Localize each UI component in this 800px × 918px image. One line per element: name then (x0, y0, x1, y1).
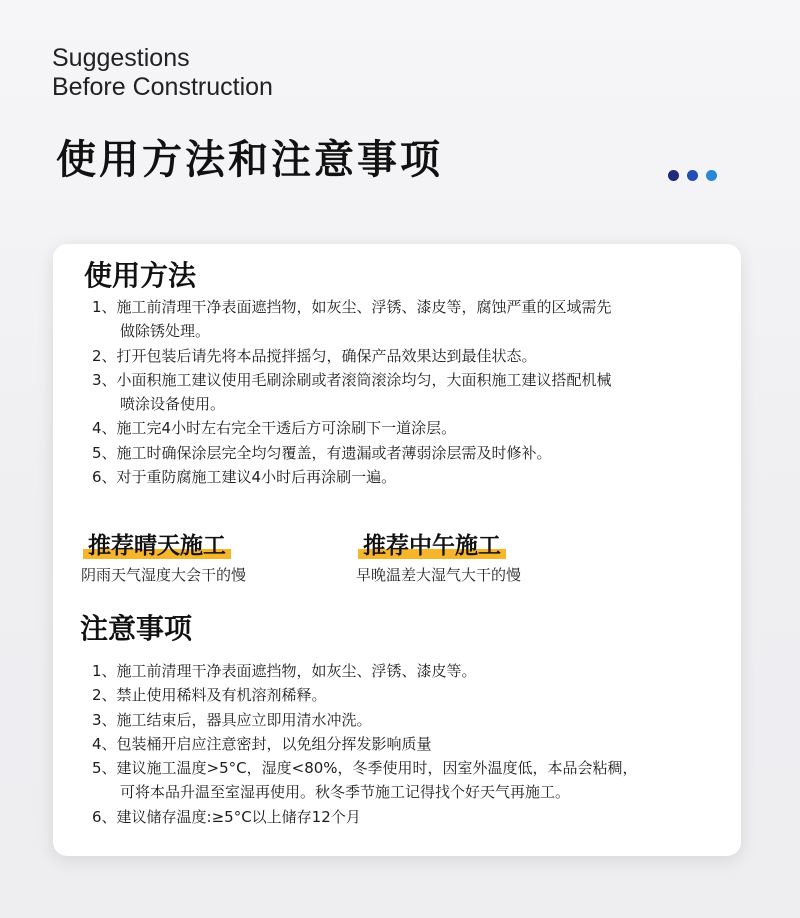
usage-list (92, 295, 612, 489)
sunny-tip-title: 推荐晴天施工 (88, 527, 226, 560)
list-item: 5、建议施工温度>5°C，湿度<80%，冬季使用时，因室外温度低，本品会粘稠， (92, 759, 638, 778)
dot-icon (687, 170, 698, 181)
english-heading (52, 44, 273, 102)
list-item-continuation: 做除锈处理。 (120, 322, 211, 341)
list-item-continuation: 喷涂设备使用。 (120, 395, 226, 414)
sunny-tip (81, 527, 247, 585)
noon-tip-title: 推荐中午施工 (363, 527, 501, 560)
english-heading-line1: Suggestions (52, 44, 190, 72)
noon-tip (356, 527, 522, 585)
list-item: 4、包装桶开启应注意密封，以免组分挥发影响质量 (92, 734, 432, 753)
dot-icon (668, 170, 679, 181)
list-item: 5、施工时确保涂层完全均匀覆盖，有遗漏或者薄弱涂层需及时修补。 (92, 443, 552, 462)
list-item: 2、禁止使用稀料及有机溶剂稀释。 (92, 686, 327, 705)
usage-section-title: 使用方法 (84, 259, 197, 292)
list-item: 6、对于重防腐施工建议4小时后再涂刷一遍。 (92, 468, 397, 487)
list-item: 3、施工结束后，器具应立即用清水冲洗。 (92, 710, 372, 729)
list-item: 3、小面积施工建议使用毛刷涂刷或者滚筒滚涂均匀，大面积施工建议搭配机械 (92, 370, 612, 389)
notes-list (92, 659, 638, 829)
list-item: 4、施工完4小时左右完全干透后方可涂刷下一道涂层。 (92, 419, 457, 438)
decorative-dots (668, 170, 717, 181)
page-title: 使用方法和注意事项 (56, 137, 443, 183)
dot-icon (706, 170, 717, 181)
sunny-tip-subtitle: 阴雨天气湿度大会干的慢 (81, 566, 247, 584)
list-item: 6、建议储存温度:≥5°C以上储存12个月 (92, 807, 361, 826)
list-item: 2、打开包装后请先将本品搅拌摇匀，确保产品效果达到最佳状态。 (92, 346, 537, 365)
noon-tip-subtitle: 早晚温差大湿气大干的慢 (356, 566, 522, 584)
list-item: 1、施工前清理干净表面遮挡物，如灰尘、浮锈、漆皮等。 (92, 662, 477, 680)
list-item: 1、施工前清理干净表面遮挡物，如灰尘、浮锈、漆皮等，腐蚀严重的区域需先 (92, 298, 612, 316)
english-heading-line2: Before Construction (52, 73, 273, 101)
notes-section-title: 注意事项 (80, 612, 193, 645)
list-item-continuation: 可将本品升温至室湿再使用。秋冬季节施工记得找个好天气再施工。 (120, 783, 571, 802)
